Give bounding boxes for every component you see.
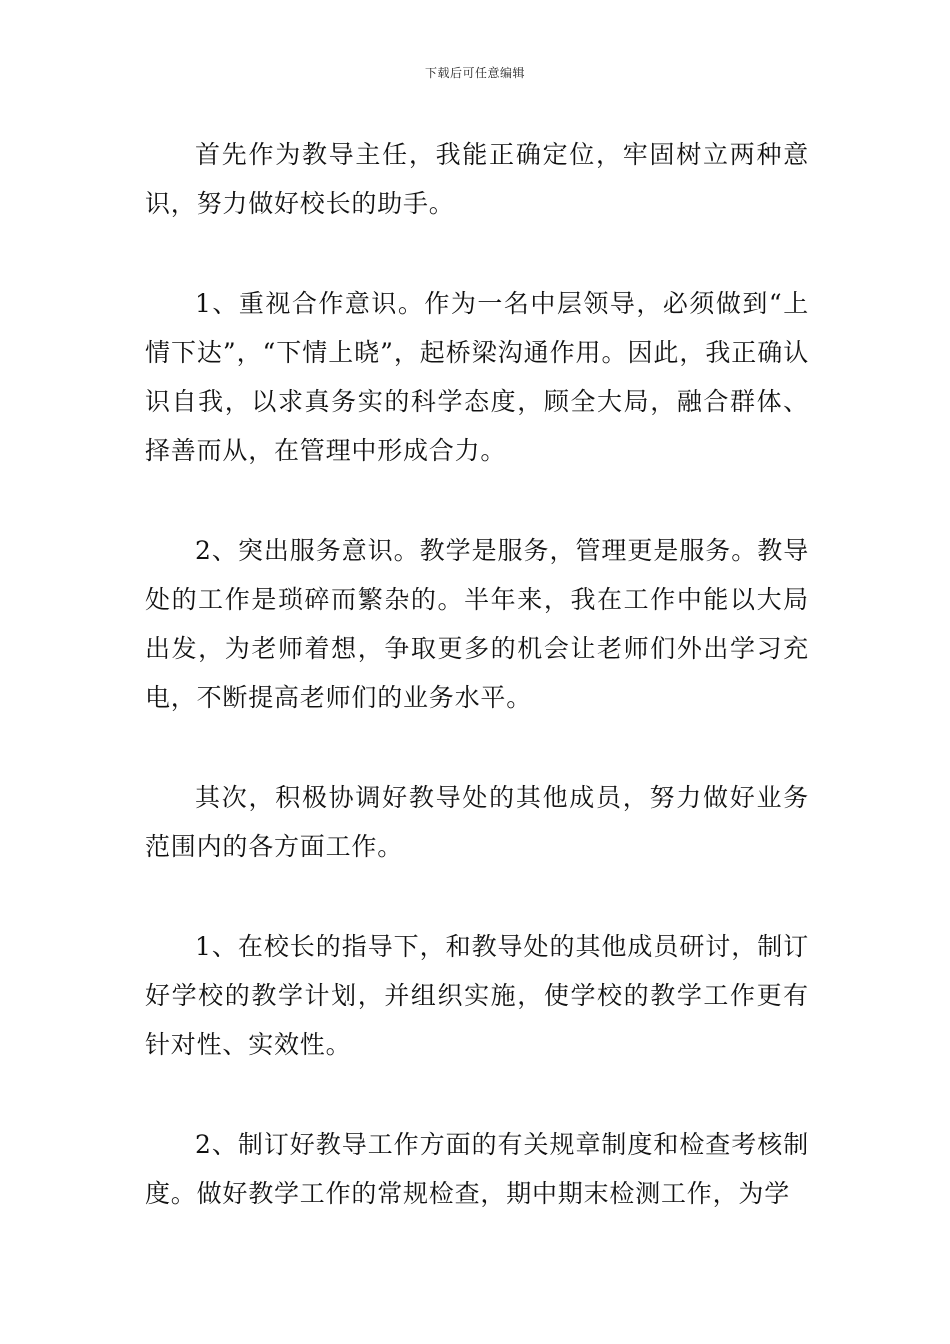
paragraph-regulations: 2、制订好教导工作方面的有关规章制度和检查考核制度。做好教学工作的常规检查，期中期末检测工作，为学 — [145, 1130, 809, 1208]
paragraph-coordination: 其次，积极协调好教导处的其他成员，努力做好业务范围内的各方面工作。 — [145, 783, 809, 861]
paragraph-intro: 首先作为教导主任，我能正确定位，牢固树立两种意识，努力做好校长的助手。 — [145, 140, 809, 218]
paragraph-service: 2、突出服务意识。教学是服务，管理更是服务。教导处的工作是琐碎而繁杂的。半年来，我在工作中能以大局出发，为老师着想，争取更多的机会让老师们外出学习充电，不断提高老师们的业务水平。 — [145, 536, 809, 712]
paragraph-teaching-plan: 1、在校长的指导下，和教导处的其他成员研讨，制订好学校的教学计划，并组织实施，使学校的教学工作更有针对性、实效性。 — [145, 932, 809, 1059]
paragraph-cooperation: 1、重视合作意识。作为一名中层领导，必须做到“上情下达”，“下情上晓”，起桥梁沟通作用。因此，我正确认识自我，以求真务实的科学态度，顾全大局，融合群体、择善而从，在管理中形成合力。 — [145, 289, 809, 465]
header-note: 下载后可任意编辑 — [424, 66, 525, 80]
